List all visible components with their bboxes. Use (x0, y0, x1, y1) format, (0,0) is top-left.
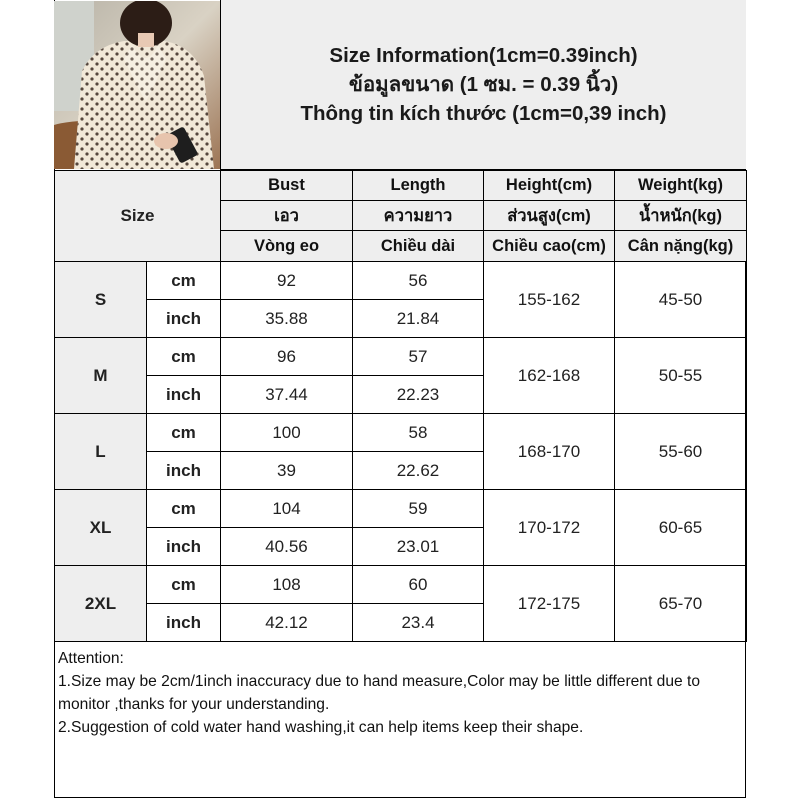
table-row (55, 566, 747, 604)
length-cm-cell: 59 (353, 490, 484, 528)
length-inch-cell: 23.4 (353, 604, 484, 642)
size-info-header (220, 0, 746, 170)
table-row (55, 338, 747, 376)
bust-inch-cell: 39 (221, 452, 353, 490)
column-header-length: Length (353, 171, 484, 201)
table-row (55, 262, 747, 300)
unit-cell-cm: cm (147, 338, 221, 376)
header-title-vi: Thông tin kích thước (1cm=0,39 inch) (300, 102, 667, 125)
unit-cell-inch: inch (147, 604, 221, 642)
bust-inch-cell: 37.44 (221, 376, 353, 414)
bust-inch-cell: 35.88 (221, 300, 353, 338)
column-header-height: Height(cm) (484, 171, 615, 201)
column-header-length-th: ความยาว (353, 201, 484, 231)
bust-cm-cell: 108 (221, 566, 353, 604)
weight-cell: 65-70 (615, 566, 747, 642)
table-header-row (55, 171, 747, 201)
notes-line-2: 2.Suggestion of cold water hand washing,it can help items keep their shape. (58, 719, 584, 736)
column-header-bust-vi: Vòng eo (221, 231, 353, 262)
length-cm-cell: 56 (353, 262, 484, 300)
column-header-weight-th: น้ำหนัก(kg) (615, 201, 747, 231)
bust-inch-cell: 42.12 (221, 604, 353, 642)
unit-cell-inch: inch (147, 452, 221, 490)
column-header-bust-th: เอว (221, 201, 353, 231)
length-cm-cell: 60 (353, 566, 484, 604)
column-header-weight: Weight(kg) (615, 171, 747, 201)
height-cell: 162-168 (484, 338, 615, 414)
attention-notes (54, 645, 746, 741)
weight-cell: 45-50 (615, 262, 747, 338)
height-cell: 172-175 (484, 566, 615, 642)
product-photo (54, 1, 220, 169)
column-header-weight-vi: Cân nặng(kg) (615, 231, 747, 262)
length-inch-cell: 22.23 (353, 376, 484, 414)
column-header-height-vi: Chiều cao(cm) (484, 231, 615, 262)
unit-cell-inch: inch (147, 528, 221, 566)
header-title-en: Size Information(1cm=0.39inch) (329, 44, 638, 67)
size-cell: 2XL (55, 566, 147, 642)
weight-cell: 50-55 (615, 338, 747, 414)
length-inch-cell: 22.62 (353, 452, 484, 490)
size-column-header: Size (55, 171, 221, 262)
product-photo-image (54, 1, 220, 169)
length-inch-cell: 23.01 (353, 528, 484, 566)
length-cm-cell: 57 (353, 338, 484, 376)
column-header-height-th: ส่วนสูง(cm) (484, 201, 615, 231)
length-inch-cell: 21.84 (353, 300, 484, 338)
notes-title: Attention: (58, 650, 124, 667)
size-cell: S (55, 262, 147, 338)
notes-line-1: 1.Size may be 2cm/1inch inaccuracy due to hand measure,Color may be little different due to monitor ,thanks for your understanding. (58, 673, 701, 713)
bust-cm-cell: 104 (221, 490, 353, 528)
length-cm-cell: 58 (353, 414, 484, 452)
column-header-length-vi: Chiều dài (353, 231, 484, 262)
table-row (55, 490, 747, 528)
size-cell: L (55, 414, 147, 490)
size-table (54, 170, 747, 642)
height-cell: 155-162 (484, 262, 615, 338)
unit-cell-cm: cm (147, 262, 221, 300)
unit-cell-cm: cm (147, 414, 221, 452)
unit-cell-inch: inch (147, 376, 221, 414)
bust-cm-cell: 92 (221, 262, 353, 300)
bust-inch-cell: 40.56 (221, 528, 353, 566)
weight-cell: 60-65 (615, 490, 747, 566)
header-title-th: ข้อมูลขนาด (1 ซม. = 0.39 นิ้ว) (348, 73, 619, 96)
unit-cell-inch: inch (147, 300, 221, 338)
column-header-bust: Bust (221, 171, 353, 201)
height-cell: 168-170 (484, 414, 615, 490)
unit-cell-cm: cm (147, 566, 221, 604)
bust-cm-cell: 100 (221, 414, 353, 452)
size-cell: XL (55, 490, 147, 566)
unit-cell-cm: cm (147, 490, 221, 528)
table-row (55, 414, 747, 452)
bust-cm-cell: 96 (221, 338, 353, 376)
height-cell: 170-172 (484, 490, 615, 566)
size-cell: M (55, 338, 147, 414)
weight-cell: 55-60 (615, 414, 747, 490)
